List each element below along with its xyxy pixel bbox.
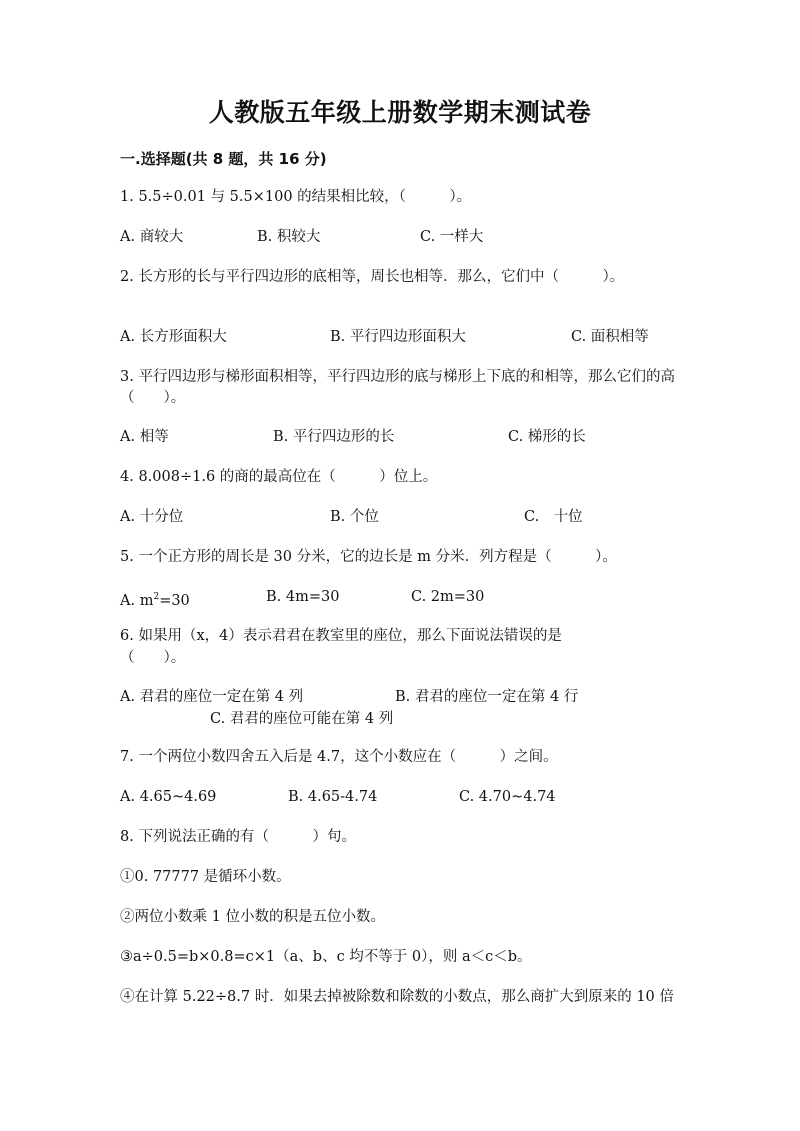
question-2-option-b: B. 平行四边形面积大 [330,329,466,345]
option-a-rest: =30 [159,592,190,609]
question-6-option-b: B. 君君的座位一定在第 4 行 [395,689,579,705]
question-3-option-c: C. 梯形的长 [508,429,586,445]
question-1-stem: 1. 5.5÷0.01 与 5.5×100 的结果相比较，（ ）。 [120,189,472,205]
question-3-option-b: B. 平行四边形的长 [273,429,395,445]
question-2-option-a: A. 长方形面积大 [120,329,227,345]
question-5-option-a [120,587,190,611]
question-8-statement-2: ②两位小数乘 1 位小数的积是五位小数。 [120,909,385,925]
question-4-option-c: C. 十位 [524,509,583,525]
question-4-option-a: A. 十分位 [120,509,184,525]
question-8-statement-3: ③a÷0.5=b×0.8=c×1（a、b、c 均不等于 0），则 a＜c＜b。 [120,949,532,965]
question-7-option-a: A. 4.65~4.69 [120,789,217,805]
option-a-base: A. m [120,592,154,609]
question-6-option-c: C. 君君的座位可能在第 4 列 [210,711,394,727]
question-7-option-c: C. 4.70~4.74 [459,789,556,805]
question-8-statement-4: ④在计算 5.22÷8.7 时．如果去掉被除数和除数的小数点，那么商扩大到原来的 10 倍 [120,989,674,1005]
question-7-option-b: B. 4.65-4.74 [288,789,378,805]
question-4-option-b: B. 个位 [330,509,379,525]
question-8-stem: 8. 下列说法正确的有（ ）句。 [120,829,356,845]
question-3-option-a: A. 相等 [120,429,169,445]
superscript-2: 2 [153,592,160,602]
question-3-stem: 3. 平行四边形与梯形面积相等，平行四边形的底与梯形上下底的和相等，那么它们的高（ ）。 [120,369,675,406]
question-5-option-b: B. 4m=30 [266,589,340,605]
question-5-stem: 5. 一个正方形的周长是 30 分米，它的边长是 m 分米．列方程是（ ）。 [120,549,617,565]
question-2-option-c: C. 面积相等 [571,329,649,345]
question-1-option-a: A. 商较大 [120,229,184,245]
section-heading: 一.选择题(共 8 题，共 16 分) [120,150,327,168]
question-8-statement-1: ①0. 77777 是循环小数。 [120,869,291,885]
question-6-stem-line-2: （ ）。 [120,650,186,666]
question-4-stem: 4. 8.008÷1.6 的商的最高位在（ ）位上。 [120,469,438,485]
question-2-stem: 2. 长方形的长与平行四边形的底相等，周长也相等．那么，它们中（ ）。 [120,269,625,285]
question-5-option-c: C. 2m=30 [411,589,485,605]
page-title: 人教版五年级上册数学期末测试卷 [208,98,592,127]
question-1-option-c: C. 一样大 [420,229,484,245]
question-7-stem: 7. 一个两位小数四舍五入后是 4.7，这个小数应在（ ）之间。 [120,749,558,765]
question-1-option-b: B. 积较大 [257,229,321,245]
question-6-stem-line-1: 6. 如果用（x，4）表示君君在教室里的座位，那么下面说法错误的是 [120,628,562,644]
question-6-option-a: A. 君君的座位一定在第 4 列 [120,689,304,705]
